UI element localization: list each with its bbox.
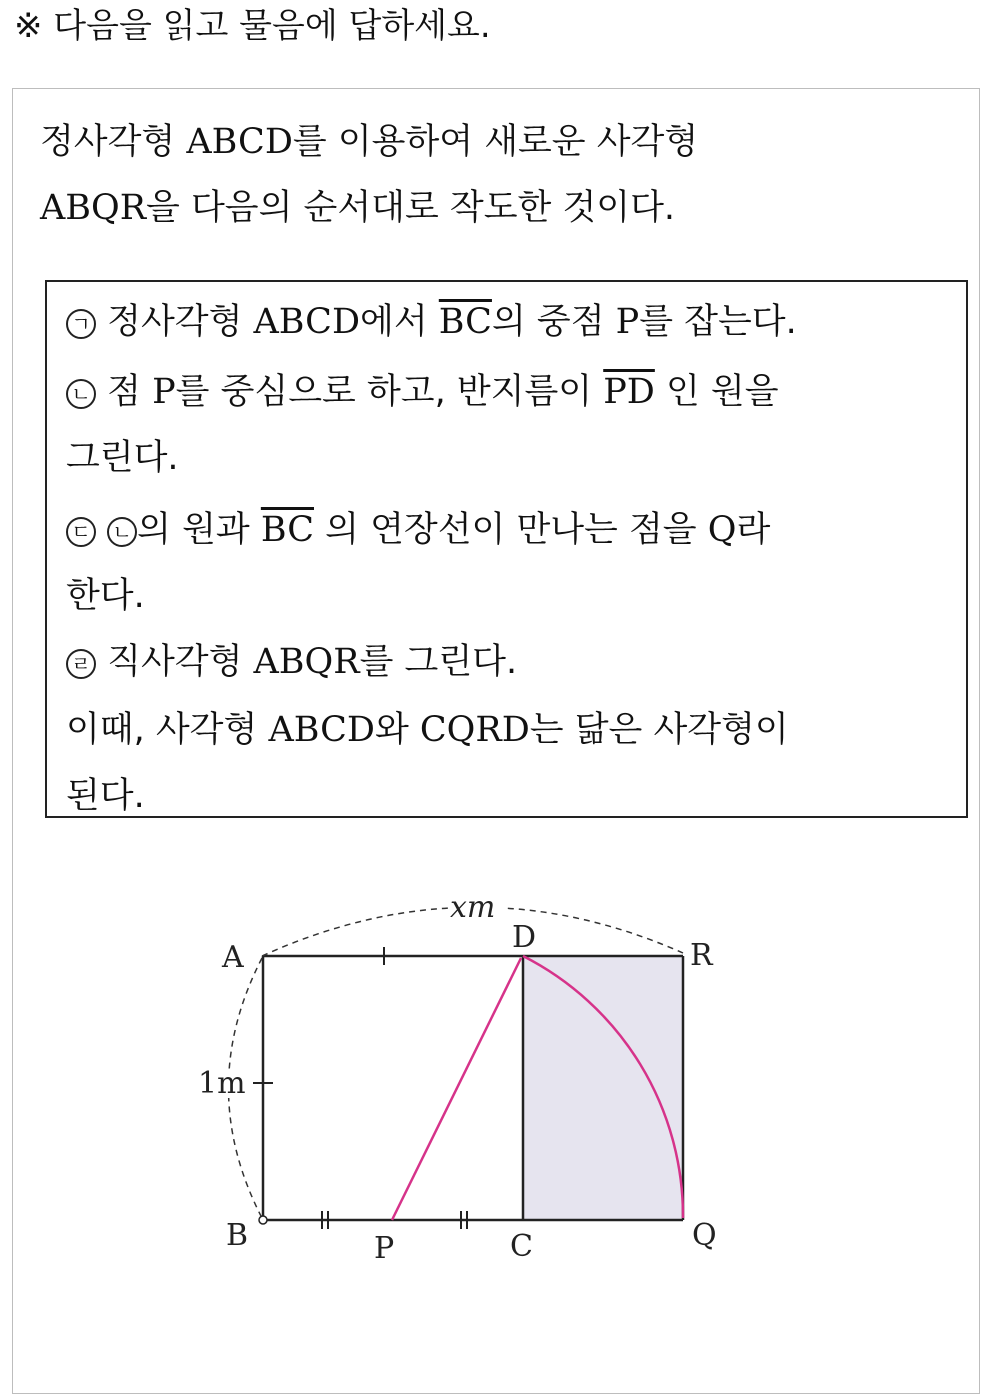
square-name: ABCD bbox=[253, 302, 361, 342]
step-text: 를 그린다. bbox=[359, 642, 518, 682]
step-2-continued: 그린다. bbox=[66, 438, 179, 478]
instruction-text: ※ 다음을 읽고 물음에 답하세요. bbox=[14, 6, 491, 46]
label-b: B bbox=[226, 1218, 249, 1253]
conclusion-continued: 된다. bbox=[66, 776, 145, 816]
point-b-marker bbox=[259, 1216, 267, 1224]
step-reference-2: ㄴ bbox=[107, 517, 137, 547]
step-text: 점 bbox=[107, 372, 141, 412]
step-text: 정사각형 bbox=[107, 302, 243, 342]
segment-pd bbox=[392, 958, 521, 1220]
label-d: D bbox=[512, 920, 537, 955]
segment-pd: $\overline{PD}$ bbox=[603, 372, 655, 412]
step-text: 를 중심으로 하고, 반지름이 bbox=[175, 372, 593, 412]
intro-text: 를 이용하여 새로운 사각형 bbox=[292, 122, 699, 162]
square-name: ABCD bbox=[268, 710, 375, 750]
conclusion-text: 와 bbox=[374, 710, 409, 750]
step-text: 라 bbox=[736, 510, 771, 550]
step-text: 를 잡는다. bbox=[639, 302, 797, 342]
rectangle-name: ABQR bbox=[40, 188, 147, 228]
label-a: A bbox=[222, 940, 244, 975]
label-height-1m: 1m bbox=[198, 1066, 246, 1101]
step-marker-1: ㄱ bbox=[66, 309, 96, 339]
step-text: 의 연장선이 만나는 점을 bbox=[325, 510, 697, 550]
step-text: 에서 bbox=[360, 302, 428, 342]
rectangle-name: ABQR bbox=[253, 642, 360, 682]
segment-bc: $\overline{BC}$ bbox=[438, 302, 492, 342]
segment-bc: $\overline{BC}$ bbox=[260, 510, 314, 550]
step-3-continued: 한다. bbox=[66, 576, 145, 616]
point-p: P bbox=[615, 302, 640, 342]
shaded-rectangle-cqrd bbox=[523, 956, 683, 1220]
step-marker-3: ㄷ bbox=[66, 517, 96, 547]
intro-text: 을 다음의 순서대로 작도한 것이다. bbox=[146, 188, 676, 228]
label-width-xm: xm bbox=[450, 890, 496, 925]
point-p: P bbox=[152, 372, 176, 412]
label-r: R bbox=[690, 938, 713, 973]
step-text: 직사각형 bbox=[107, 642, 243, 682]
step-text: 인 원을 bbox=[665, 372, 779, 412]
label-p: P bbox=[374, 1231, 395, 1266]
label-q: Q bbox=[692, 1218, 717, 1253]
step-marker-2: ㄴ bbox=[66, 379, 96, 409]
conclusion-text: 이때, 사각형 bbox=[66, 710, 258, 750]
step-text: 의 중점 bbox=[491, 302, 605, 342]
small-rectangle-name: CQRD bbox=[419, 710, 530, 750]
label-c: C bbox=[510, 1229, 533, 1264]
point-q: Q bbox=[707, 510, 737, 550]
square-name: ABCD bbox=[186, 122, 293, 162]
intro-text: 정사각형 bbox=[40, 122, 176, 162]
step-text: 의 원과 bbox=[137, 510, 250, 550]
conclusion-text: 는 닮은 사각형이 bbox=[529, 710, 789, 750]
step-marker-4: ㄹ bbox=[66, 649, 96, 679]
